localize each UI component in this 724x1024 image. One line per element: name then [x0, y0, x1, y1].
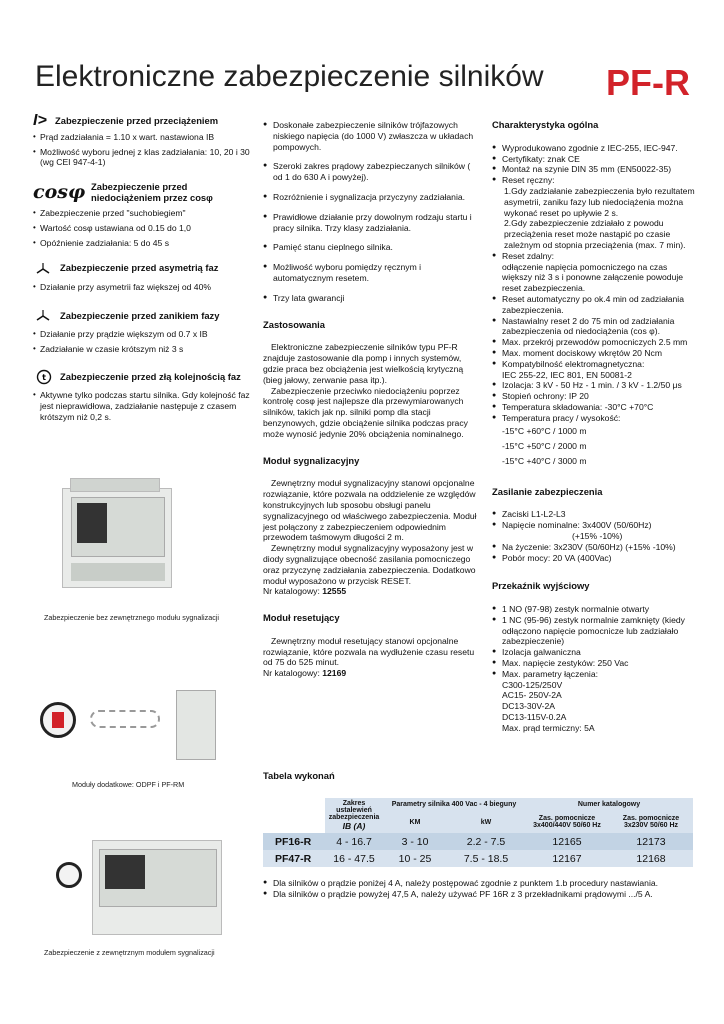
- spec-subitem: odłączenie napięcia pomocniczego na czas większy niż 3 s i ponowne załączenie powoduje reset zabezpieczenia.: [502, 261, 684, 294]
- spec-item: ● Napięcie nominalne: 3x400V (50/60Hz): [492, 520, 697, 531]
- spec-item: ● Max. napięcie zestyków: 250 Vac: [492, 658, 697, 669]
- list-item: • Opóźnienie zadziałania: 5 do 45 s: [33, 238, 251, 249]
- list-item: • Działanie przy asymetrii faz większej od 40%: [33, 282, 251, 293]
- phase-sequence-heading: Zabezpieczenie przed złą kolejnością faz: [60, 370, 241, 382]
- model-title: PF-R: [606, 62, 690, 103]
- list-item: • Prąd zadziałania = 1.10 x wart. nastawiona IB: [33, 132, 251, 143]
- catalog-cell: 12168: [609, 850, 693, 867]
- overload-section: [33, 112, 251, 168]
- header-kw: kW: [447, 811, 525, 833]
- phase-loss-heading: Zabezpieczenie przed zanikiem fazy: [60, 310, 220, 322]
- ib-cell: 4 - 16.7: [325, 833, 383, 850]
- specs-column: [492, 120, 697, 734]
- spec-item: ● Temperatura pracy / wysokość:: [492, 413, 697, 424]
- feature-item: ● Prawidłowe działanie przy dowolnym rodzaju startu i pracy silnika. Trzy klasy zadziałania.: [263, 212, 481, 234]
- spec-subitem: 1.Gdy zadziałanie zabezpieczenia było rezultatem asymetrii, zaniku fazy lub niedociążenia można wykonać reset po upływie 2 s.: [504, 185, 695, 218]
- list-item: • Zadziałanie w czasie krótszym niż 3 s: [33, 344, 251, 355]
- kw-cell: 2.2 - 7.5: [447, 833, 525, 850]
- catalog-cell: 12167: [525, 850, 609, 867]
- feature-item: ● Rozróżnienie i sygnalizacja przyczyny zadziałania.: [263, 192, 481, 203]
- features-column: [263, 120, 481, 679]
- spec-item: ● Stopień ochrony: IP 20: [492, 391, 697, 402]
- spec-subitem: -15°C +60°C / 1000 m: [502, 425, 587, 436]
- spec-subitem: C300-125/250V: [502, 679, 563, 690]
- model-cell: PF16-R: [263, 833, 325, 850]
- list-item: • Możliwość wyboru jednej z klas zadziałania: 10, 20 i 30 (wg CEI 947-4-1): [33, 147, 251, 169]
- spec-item: ● 1 NO (97-98) zestyk normalnie otwarty: [492, 604, 697, 615]
- catalog-value: 12555: [322, 586, 347, 597]
- overload-heading: Zabezpieczenie przed przeciążeniem: [55, 115, 219, 127]
- caption: Zabezpieczenie bez zewnętrznego modułu sygnalizacji: [44, 613, 219, 622]
- spec-subitem: IEC 255-22, IEC 801, EN 50081-2: [502, 369, 632, 380]
- header-aux1: Zas. pomocnicze 3x400/440V 50/60 Hz: [525, 811, 609, 833]
- table-row: [263, 833, 693, 850]
- device-image: [92, 840, 222, 935]
- header-range: [325, 798, 383, 833]
- catalog-cell: 12173: [609, 833, 693, 850]
- spec-item: ● Max. parametry łączenia:: [492, 669, 697, 680]
- phase-asymmetry-icon: [33, 261, 55, 277]
- paragraph: Elektroniczne zabezpieczenie silników typu PF-R znajduje zastosowanie dla pomp i innych systemów, gdzie praca bez obciążenia jest wielkością krytyczną (bieg jałowy, zerwanie pasa itp.).: [263, 342, 464, 385]
- header-catalog: Numer katalogowy: [525, 798, 693, 811]
- spec-item: ● Kompatybilność elektromagnetyczna:: [492, 359, 697, 370]
- device-display: [77, 503, 107, 543]
- section-heading: Moduł sygnalizacyjny: [263, 454, 360, 466]
- notes: [263, 878, 703, 899]
- header-ib: IB (A): [342, 821, 366, 831]
- km-cell: 10 - 25: [383, 850, 447, 867]
- caption: Moduły dodatkowe: ODPF i PF-RM: [72, 780, 185, 789]
- page-title: Elektroniczne zabezpieczenie silników: [35, 60, 544, 93]
- kw-cell: 7.5 - 18.5: [447, 850, 525, 867]
- protections-column: [33, 112, 251, 434]
- phase-sequence-icon: [33, 369, 55, 385]
- spec-item: ● 1 NC (95-96) zestyk normalnie zamknięty (kiedy odłączono napięcie pomocnicze lub zadziałało zabezpieczenie): [492, 615, 697, 647]
- spec-subitem: -15°C +50°C / 2000 m: [502, 440, 587, 451]
- spec-subitem: Max. prąd termiczny: 5A: [502, 722, 595, 733]
- underload-heading: Zabezpieczenie przed niedociążeniem przez cosφ: [91, 181, 213, 203]
- catalog-value: 12169: [322, 668, 347, 679]
- note-item: ● Dla silników o prądzie powyżej 47,5 A, należy używać PF 16R z 3 przekładnikami prądowymi .../5 A.: [263, 889, 703, 900]
- header-range-text: Zakres ustalewień zabezpieczenia: [328, 800, 380, 821]
- header-km: KM: [383, 811, 447, 833]
- spec-item: ● Certyfikaty: znak CE: [492, 154, 697, 165]
- spec-subitem: 2.Gdy zabezpieczenie zdziałało z powodu przeciążenia reset może nastąpić po czasie zależnym od stopnia przeciążenia (max. 7 min).: [504, 218, 686, 250]
- spec-item: ● Reset zdalny:: [492, 251, 697, 262]
- spec-item: ● Izolacja galwaniczna: [492, 647, 697, 658]
- asymmetry-heading: Zabezpieczenie przed asymetrią faz: [60, 262, 219, 274]
- spec-item: ● Reset automatyczny po ok.4 min od zadziałania zabezpieczenia.: [492, 294, 697, 316]
- external-module-image: [56, 862, 82, 888]
- paragraph: Zewnętrzny moduł resetujący stanowi opcjonalne rozwiązanie, które pozwala na wydłużenie czasu resetu od 75 do 525 minut.: [263, 635, 475, 668]
- spec-item: ● Montaż na szynie DIN 35 mm (EN50022-35): [492, 164, 697, 175]
- spec-item: ● Wyprodukowano zgodnie z IEC-255, IEC-947.: [492, 143, 697, 154]
- list-item: • Działanie przy prądzie większym od 0.7 x IB: [33, 329, 251, 340]
- spec-subitem: (+15% -10%): [572, 530, 623, 541]
- spec-subitem: AC15- 250V-2A: [502, 690, 562, 701]
- section-heading: Charakterystyka ogólna: [492, 119, 599, 130]
- model-cell: PF47-R: [263, 850, 325, 867]
- svg-text:t: t: [42, 372, 46, 382]
- header-params: Parametry silnika 400 Vac - 4 bieguny: [383, 798, 525, 811]
- feature-item: ● Możliwość wyboru pomiędzy ręcznym i automatycznym resetem.: [263, 262, 481, 284]
- catalog-label: Nr katalogowy:: [263, 668, 320, 679]
- spec-item: ● Max. przekrój przewodów pomocniczych 2.5 mm: [492, 337, 697, 348]
- catalog-cell: 12165: [525, 833, 609, 850]
- cosphi-symbol: cosφ: [33, 181, 86, 204]
- list-item: • Zabezpieczenie przed "suchobiegiem": [33, 208, 251, 219]
- asymmetry-section: [33, 261, 251, 293]
- table-title: Tabela wykonań: [263, 770, 335, 781]
- spec-item: ● Pobór mocy: 20 VA (400Vac): [492, 553, 697, 564]
- table-row: [263, 850, 693, 867]
- spec-item: ● Na życzenie: 3x230V (50/60Hz) (+15% -10%): [492, 542, 697, 553]
- spec-item: ● Max. moment dociskowy wkrętów 20 Ncm: [492, 348, 697, 359]
- paragraph: Zewnętrzny moduł sygnalizacyjny stanowi opcjonalne rozwiązanie, które pozwala na oddzielenie ze względów konstrukcyjnych lub sposobu obsługi panelu sygnalizacyjnego od właściwego zabezpieczenia. Moduł jest połączony z zabezpieczeniem odpowiednim przewodem taśmowym długości 2 m.: [263, 478, 477, 543]
- note-item: ● Dla silników o prądzie poniżej 4 A, należy postępować zgodnie z punktem 1.b procedury nastawiania.: [263, 878, 703, 889]
- phase-loss-icon: [33, 308, 55, 324]
- accessory-modules-image: [40, 690, 220, 760]
- device-image: [62, 488, 172, 588]
- km-cell: 3 - 10: [383, 833, 447, 850]
- phase-sequence-section: [33, 369, 251, 422]
- section-heading: Moduł resetujący: [263, 612, 340, 624]
- spec-item: ● Nastawialny reset 2 do 75 min od zadziałania zabezpieczenia od niedociążenia (cos φ).: [492, 316, 697, 338]
- phase-loss-section: [33, 308, 251, 355]
- catalog-number: [263, 668, 481, 679]
- spec-item: ● Reset ręczny:: [492, 175, 697, 186]
- ib-cell: 16 - 47.5: [325, 850, 383, 867]
- feature-item: ● Trzy lata gwarancji: [263, 293, 481, 304]
- overload-symbol: I>: [33, 112, 47, 129]
- list-item: • Aktywne tylko podczas startu silnika. Gdy kolejność faz jest nieprawidłowa, zadziałanie następuje z czasem krótszym niż 0,2 s.: [33, 390, 251, 422]
- section-heading: Zastosowania: [263, 318, 325, 330]
- spec-item: ● Temperatura składowania: -30°C +70°C: [492, 402, 697, 413]
- device-image: [70, 478, 160, 492]
- feature-item: ● Szeroki zakres prądowy zabezpieczanych silników ( od 1 do 630 A i powyżej).: [263, 161, 481, 183]
- header-aux2: Zas. pomocnicze 3x230V 50/60 Hz: [609, 811, 693, 833]
- spec-subitem: DC13-115V-0.2A: [502, 712, 567, 723]
- spec-item: ● Izolacja: 3 kV - 50 Hz - 1 min. / 3 kV - 1.2/50 μs: [492, 380, 697, 391]
- section-heading: Przekaźnik wyjściowy: [492, 580, 590, 592]
- models-table: [263, 798, 693, 867]
- spec-subitem: DC13-30V-2A: [502, 701, 556, 712]
- underload-section: [33, 182, 251, 248]
- feature-item: ● Doskonałe zabezpieczenie silników trójfazowych niskiego napięcia (do 1000 V) zwłaszcza w układach pompowych.: [263, 120, 481, 152]
- section-heading: Zasilanie zabezpieczenia: [492, 485, 603, 497]
- caption: Zabezpieczenie z zewnętrznym modułem sygnalizacji: [44, 948, 215, 957]
- catalog-number: [263, 586, 481, 597]
- feature-item: ● Pamięć stanu cieplnego silnika.: [263, 242, 481, 253]
- paragraph: Zewnętrzny moduł sygnalizacyjny wyposażony jest w diody sygnalizujące obecność zasilania pomocniczego oraz przyczynę zadziałania zabezpieczenia. Dodatkowo moduł wyposażono w przycisk RESET.: [263, 543, 476, 586]
- list-item: • Wartość cosφ ustawiana od 0.15 do 1,0: [33, 223, 251, 234]
- spec-subitem: -15°C +40°C / 3000 m: [502, 455, 587, 466]
- catalog-label: Nr katalogowy:: [263, 586, 320, 597]
- spec-item: ● Zaciski L1-L2-L3: [492, 509, 697, 520]
- paragraph: Zabezpieczenie przeciwko niedociążeniu poprzez kontrolę cosφ jest najlepsze dla przewymiarowanych silników, takich jak np. silniki pomp dla stacji benzynowych, gdzie obciążenie silnika podczas pracy może wynosić jedynie 20% obciążenia nominalnego.: [263, 385, 468, 439]
